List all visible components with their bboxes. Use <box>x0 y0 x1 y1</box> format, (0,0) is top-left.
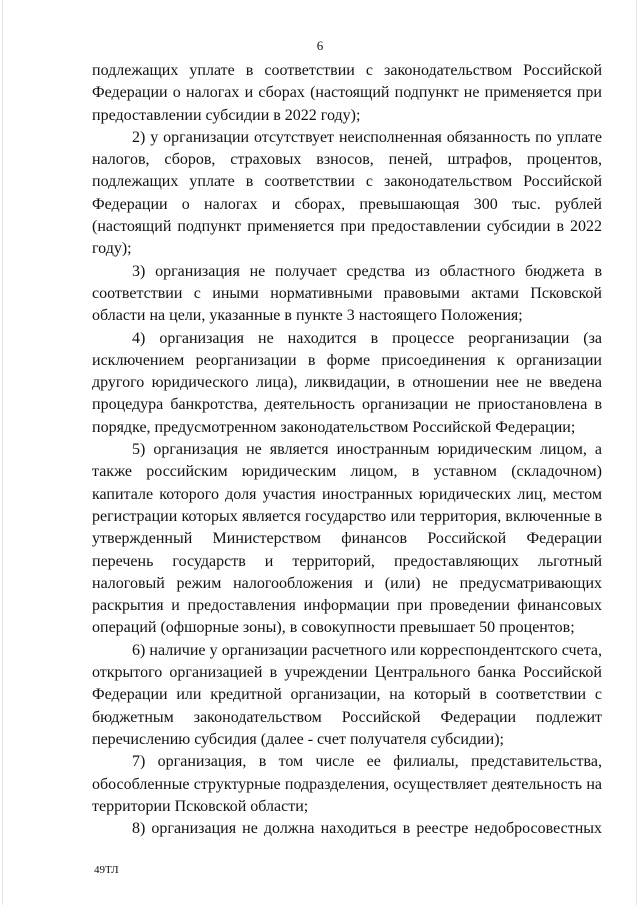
paragraph-item-2: 2) у организации отсутствует неисполненная обязанность по уплате налогов, сборов, страховых взносов, пеней, штрафов, процентов, подлежащих уплате в соответствии с законодательством Российской Федерации о налогах и сборах, превышающая 300 тыс. рублей (настоящий подпункт применяется при предоставлении субсидии в 2022 году); <box>92 128 602 258</box>
scan-left-edge <box>2 0 3 905</box>
paragraph-item-7: 7) организация, в том числе ее филиалы, представительства, обособленные структурные подразделения, осуществляет деятельность на территории Псковской области; <box>92 753 602 815</box>
paragraph-item-8: 8) организация не должна находиться в реестре недобросовестных <box>132 820 602 838</box>
page-number: 6 <box>316 38 324 53</box>
paragraph-item-4: 4) организация не находится в процессе реорганизации (за исключением реорганизации в форме присоединения к организации другого юридического лица), ликвидации, в отношении нее не введена процедура банкротства, деятельность организации не приостановлена в порядке, предусмотренном законодательством Российской Федерации; <box>92 329 602 436</box>
document-body <box>92 60 602 840</box>
paragraph-item-3: 3) организация не получает средства из областного бюджета в соответствии с иными нормативными правовыми актами Псковской области на цели, указанные в пункте 3 настоящего Положения; <box>92 262 602 325</box>
paragraph-continuation: подлежащих уплате в соответствии с законодательством Российской Федерации о налогах и сборах (настоящий подпункт не применяется при предоставлении субсидии в 2022 году); <box>92 62 602 124</box>
document-footer-code: 49ТЛ <box>94 864 119 876</box>
paragraph-item-5: 5) организация не является иностранным юридическим лицом, а также российским юридическим лицом, в уставном (складочном) капитале которого доля участия иностранных юридических лиц, местом регистрации которых является государство или территория, включенные в утвержденный Министерством финансов Российской Федерации перечень государств и территорий, предоставляющих льготный налоговый режим налогообложения и (или) не предусматривающих раскрытия и предоставления информации при проведении финансовых операций (офшорные зоны), в совокупности превышает 50 процентов; <box>92 441 602 637</box>
scan-right-edge <box>636 0 637 905</box>
paragraph-item-6: 6) наличие у организации расчетного или корреспондентского счета, открытого организацией в учреждении Центрального банка Российской Федерации или кредитной организации, на который в соответствии с бюджетным законодательством Российской Федерации подлежит перечислению субсидия (далее - счет получателя субсидии); <box>92 641 602 748</box>
